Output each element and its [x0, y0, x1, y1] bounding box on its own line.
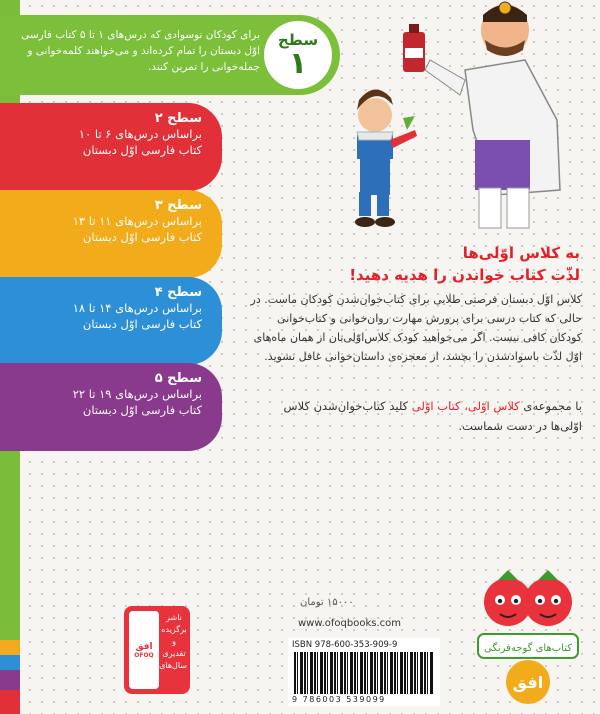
level-2-label: سطح ۲: [154, 111, 202, 126]
price: ۱۵۰۰۰ تومان: [300, 597, 354, 608]
level-5-range: براساس درس‌های ۱۹ تا ۲۲: [72, 387, 202, 401]
doctor-and-boy-illustration: [345, 0, 595, 236]
level-5-tab: [0, 363, 222, 451]
publisher-logo-text: کتاب‌های گوجه‌فرنگی: [484, 643, 572, 654]
barcode-digits: 9 786003 539099: [292, 695, 386, 704]
level-1-label: سطح: [277, 31, 319, 49]
level-1-number: ۱: [288, 46, 308, 81]
description-paragraph: کلاس اوّل دبستان فرصتی طلایی برای کتاب‌خوان‌شدن کودکان ماست. در حالی که کتاب درسی برای پرورش مهارت روان‌خوانی و کتاب‌خوانی کودکان کافی نیست. اگر می‌خواهید کودک کلاس‌اوّلی‌تان از همان ماه‌های اوّل لذّت باسوادشدن را بچشد، از معجزه‌ی داستان‌خوانی غافل نشوید.: [250, 293, 582, 363]
isbn: ISBN 978-600-353-909-9: [292, 640, 398, 650]
headline-line-2: لذّت کتاب خواندن را هدیه دهید!: [349, 266, 580, 284]
level-3-tab: [0, 190, 222, 278]
level-5-book: کتاب فارسی اوّل دبستان: [82, 403, 202, 417]
level-4-range: براساس درس‌های ۱۴ تا ۱۸: [72, 301, 202, 315]
series-paragraph-post: کلید کتاب‌خوان‌شدن کلاس اوّلی‌ها در دست شماست.: [283, 399, 582, 433]
level-2-book: کتاب فارسی اوّل دبستان: [82, 143, 202, 157]
level-1-badge: [264, 21, 332, 89]
headline-line-1: به کلاس اوّلی‌ها: [462, 244, 580, 262]
award-text: ناشر برگزیده و تقدیری سال‌های: [159, 613, 187, 670]
award-logo-text: افق: [135, 641, 153, 652]
level-4-book: کتاب فارسی اوّل دبستان: [82, 317, 202, 331]
level-2-tab: [0, 103, 222, 191]
level-4-label: سطح ۴: [154, 285, 202, 300]
headline: [250, 242, 580, 286]
level-2-range: براساس درس‌های ۶ تا ۱۰: [78, 127, 202, 141]
ofoq-logo-small: [129, 611, 159, 689]
series-name: کلاس اوّلی، کتاب اوّلی: [411, 399, 520, 413]
level-1-banner: [0, 15, 340, 95]
website-url: www.ofoqbooks.com: [298, 618, 402, 629]
series-paragraph: [250, 396, 582, 436]
series-paragraph-pre: با مجموعه‌ی: [519, 399, 582, 413]
tomato-books-logo: [468, 562, 588, 712]
award-logo-sub: OFOQ: [134, 651, 154, 659]
level-5-label: سطح ۵: [154, 371, 202, 386]
level-1-description: برای کودکان نوسوادی که درس‌های ۱ تا ۵ کتاب فارسی اوّل دبستان را تمام کرده‌اند و می‌خواهند کلمه‌خوانی و جمله‌خوانی را تمرین کنند.: [21, 29, 260, 73]
publisher-award-badge: [124, 606, 190, 694]
publisher-brand-text: افق: [512, 673, 544, 692]
level-3-book: کتاب فارسی اوّل دبستان: [82, 230, 202, 244]
level-3-range: براساس درس‌های ۱۱ تا ۱۳: [72, 214, 202, 228]
barcode: [288, 638, 440, 706]
level-4-tab: [0, 277, 222, 365]
barcode-lines: [294, 652, 434, 694]
level-3-label: سطح ۳: [154, 198, 202, 213]
